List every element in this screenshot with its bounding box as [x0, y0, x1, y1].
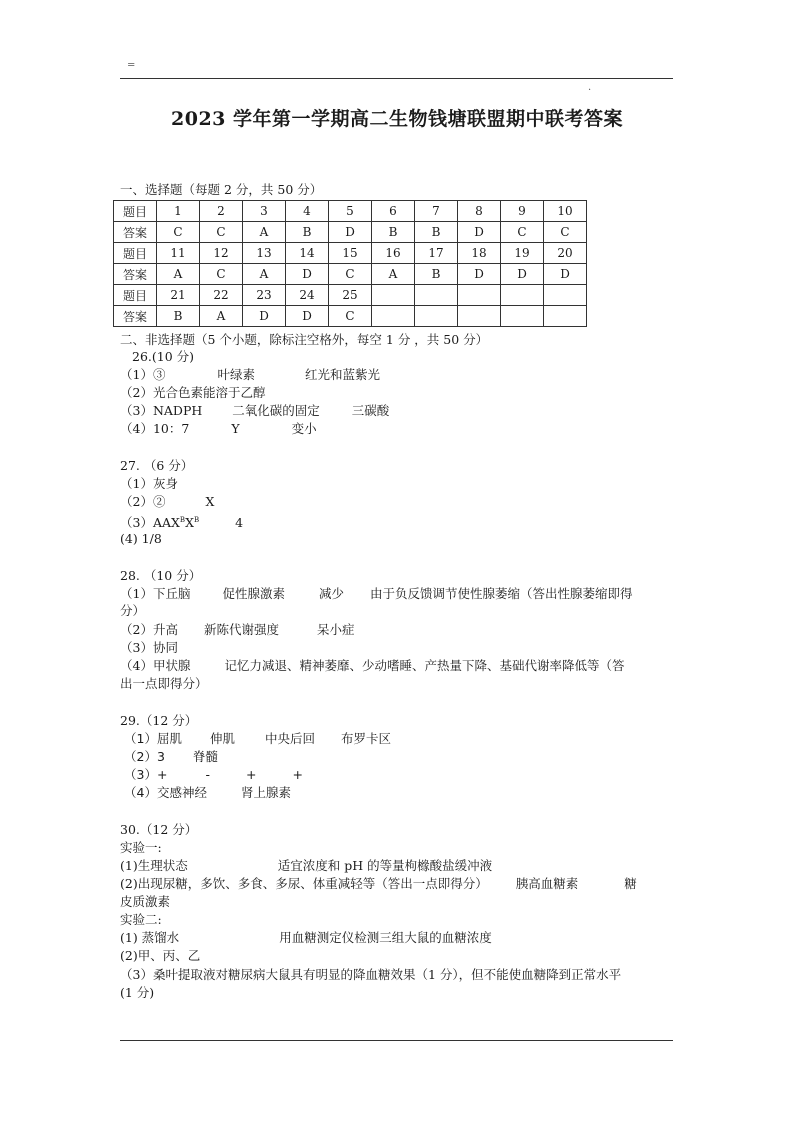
- q30-exp1: 实验一:: [120, 840, 162, 855]
- q26-line4: [120, 421, 317, 437]
- table-row: [114, 264, 587, 285]
- table-cell: D: [544, 264, 587, 285]
- section1-heading: 一、选择题（每题 2 分，共 50 分）: [120, 182, 323, 197]
- table-cell: 13: [243, 243, 286, 264]
- table-cell: 18: [458, 243, 501, 264]
- table-cell: [501, 306, 544, 327]
- table-cell: 7: [415, 201, 458, 222]
- table-cell: D: [458, 264, 501, 285]
- table-cell: B: [372, 222, 415, 243]
- table-cell: D: [458, 222, 501, 243]
- table-row: [114, 222, 587, 243]
- table-cell: 24: [286, 285, 329, 306]
- header-mark-left: =: [127, 60, 136, 71]
- table-row-label: 题目: [114, 201, 157, 222]
- table-cell: [501, 285, 544, 306]
- q26-3-b: 二氧化碳的固定: [232, 403, 320, 418]
- table-cell: 5: [329, 201, 372, 222]
- q26-3-c: 三碳酸: [351, 403, 390, 418]
- q27-3-sup1: B: [179, 516, 186, 524]
- q27-head: 27. （6 分）: [120, 458, 194, 473]
- q26-line3: [120, 403, 389, 419]
- q28-1-a: （1）下丘脑: [120, 586, 191, 601]
- q29-2-a: （2）3: [124, 749, 165, 764]
- table-cell: C: [544, 222, 587, 243]
- q30-line2b: 皮质激素: [120, 894, 171, 909]
- q28-line1b: 分）: [120, 603, 146, 618]
- q27-2-b: X: [205, 494, 215, 509]
- table-cell: [544, 285, 587, 306]
- q28-4-a: （4）甲状腺: [120, 658, 191, 673]
- q30-line5: （3）桑叶提取液对糖尿病大鼠具有明显的降血糖效果（1 分），但不能使血糖降到正常水平: [120, 967, 622, 982]
- q28-line4b: 出一点即得分）: [120, 676, 208, 691]
- table-cell: 20: [544, 243, 587, 264]
- section2-heading: 二、非选择题（5 个小题，除标注空格外，每空 1 分 ，共 50 分）: [120, 332, 489, 347]
- q29-2-b: 脊髓: [192, 749, 218, 764]
- q28-1-c: 减少: [318, 586, 344, 601]
- q30-1-a: (1)生理状态: [120, 858, 188, 873]
- table-cell: [415, 285, 458, 306]
- table-cell: A: [243, 264, 286, 285]
- table-cell: 3: [243, 201, 286, 222]
- table-row-label: 题目: [114, 243, 157, 264]
- q29-1-a: （1）屈肌: [124, 731, 182, 746]
- table-row: [114, 306, 587, 327]
- q26-1-b: 叶绿素: [217, 367, 255, 382]
- q28-line1: [120, 586, 633, 602]
- table-cell: 11: [157, 243, 200, 264]
- q29-line2: [124, 749, 218, 765]
- q26-1-a: （1）③: [120, 367, 166, 382]
- table-cell: B: [415, 222, 458, 243]
- table-row-label: 答案: [114, 264, 157, 285]
- table-cell: D: [286, 264, 329, 285]
- table-cell: B: [286, 222, 329, 243]
- q29-line3: [124, 767, 303, 783]
- q28-2-a: （2）升高: [120, 622, 178, 637]
- table-cell: 6: [372, 201, 415, 222]
- answer-table: [113, 200, 587, 327]
- q30-line5b: (1 分): [120, 985, 155, 1000]
- table-cell: [458, 306, 501, 327]
- table-cell: B: [415, 264, 458, 285]
- table-cell: [544, 306, 587, 327]
- table-row-label: 答案: [114, 222, 157, 243]
- table-cell: 15: [329, 243, 372, 264]
- table-cell: D: [286, 306, 329, 327]
- table-cell: C: [329, 264, 372, 285]
- table-cell: C: [329, 306, 372, 327]
- table-cell: A: [157, 264, 200, 285]
- q26-4-a: （4）10：7: [120, 421, 190, 436]
- q30-line3: [120, 930, 492, 946]
- q30-line2: [120, 876, 637, 892]
- table-cell: D: [501, 264, 544, 285]
- q28-line2: [120, 622, 354, 638]
- q29-3-b: -: [205, 767, 210, 782]
- table-cell: 10: [544, 201, 587, 222]
- q28-head: 28. （10 分）: [120, 568, 202, 583]
- q30-2-b: 胰高血糖素: [515, 876, 579, 891]
- q27-line4: (4) 1/8: [120, 531, 162, 546]
- q30-2-c: 糖: [624, 876, 637, 891]
- q29-1-b: 伸肌: [209, 731, 235, 746]
- q29-3-d: +: [292, 767, 303, 782]
- q27-2-a: （2）②: [120, 494, 166, 509]
- q29-1-d: 布罗卡区: [340, 731, 391, 746]
- table-row-label: 答案: [114, 306, 157, 327]
- table-cell: D: [329, 222, 372, 243]
- q30-line1: [120, 858, 492, 874]
- footer-rule: [120, 1040, 673, 1041]
- table-cell: [372, 306, 415, 327]
- q29-line4: [124, 785, 291, 801]
- table-cell: A: [243, 222, 286, 243]
- q30-line4: (2)甲、丙、乙: [120, 948, 201, 963]
- table-cell: D: [243, 306, 286, 327]
- q29-head: 29.（12 分）: [120, 713, 198, 728]
- table-cell: 9: [501, 201, 544, 222]
- q28-2-b: 新陈代谢强度: [203, 622, 279, 637]
- table-cell: C: [200, 264, 243, 285]
- q29-3-c: +: [245, 767, 257, 782]
- q28-2-c: 呆小症: [316, 622, 355, 637]
- q28-line3: （3）协同: [120, 640, 178, 655]
- table-cell: 14: [286, 243, 329, 264]
- q28-4-b: 记忆力减退、精神萎靡、少动嗜睡、产热量下降、基础代谢率降低等（答: [224, 658, 625, 673]
- table-cell: A: [200, 306, 243, 327]
- header-rule: [120, 78, 673, 79]
- q30-head: 30.（12 分）: [120, 822, 198, 837]
- q29-3-a: （3）+: [124, 767, 168, 782]
- q28-1-d: 由于负反馈调节使性腺萎缩（答出性腺萎缩即得: [369, 586, 633, 601]
- q27-3-x: X: [185, 515, 194, 531]
- table-cell: [372, 285, 415, 306]
- q26-line2: （2）光合色素能溶于乙醇: [120, 385, 266, 400]
- q29-4-b: 肾上腺素: [240, 785, 291, 800]
- q26-3-a: （3）NADPH: [120, 403, 203, 418]
- q27-3-a: （3）AAX: [120, 515, 180, 531]
- table-cell: 12: [200, 243, 243, 264]
- table-cell: 8: [458, 201, 501, 222]
- q30-1-b: 适宜浓度和 pH 的等量枸橼酸盐缓冲液: [277, 858, 493, 873]
- table-cell: 25: [329, 285, 372, 306]
- table-cell: 17: [415, 243, 458, 264]
- q27-line2: [120, 494, 214, 510]
- table-cell: C: [157, 222, 200, 243]
- q26-1-c: 红光和蓝紫光: [304, 367, 380, 382]
- table-cell: 1: [157, 201, 200, 222]
- q27-line3: [120, 512, 243, 531]
- table-cell: 22: [200, 285, 243, 306]
- table-cell: 4: [286, 201, 329, 222]
- table-cell: 23: [243, 285, 286, 306]
- q28-line4: [120, 658, 624, 674]
- q27-3-sup2: B: [193, 516, 200, 524]
- table-cell: 21: [157, 285, 200, 306]
- q27-3-b: 4: [235, 515, 244, 531]
- table-row: [114, 201, 587, 222]
- table-row-label: 题目: [114, 285, 157, 306]
- table-row: [114, 285, 587, 306]
- table-cell: B: [157, 306, 200, 327]
- table-cell: C: [501, 222, 544, 243]
- page-title: 2023 学年第一学期高二生物钱塘联盟期中联考答案: [171, 108, 623, 130]
- header-mark-right: .: [588, 82, 592, 93]
- q26-head: 26.(10 分): [132, 349, 195, 364]
- q26-4-c: 变小: [291, 421, 317, 436]
- q26-4-b: Y: [231, 421, 240, 436]
- q29-1-c: 中央后回: [264, 731, 315, 746]
- q30-3-b: 用血糖测定仪检测三组大鼠的血糖浓度: [279, 930, 492, 945]
- q30-3-a: (1) 蒸馏水: [120, 930, 180, 945]
- table-row: [114, 243, 587, 264]
- table-cell: 2: [200, 201, 243, 222]
- table-cell: A: [372, 264, 415, 285]
- q30-2-a: (2)出现尿糖，多饮、多食、多尿、体重减轻等（答出一点即得分）: [120, 876, 488, 891]
- table-cell: [458, 285, 501, 306]
- q27-line1: （1）灰身: [120, 476, 178, 491]
- table-cell: C: [200, 222, 243, 243]
- table-cell: 19: [501, 243, 544, 264]
- q30-exp2: 实验二:: [120, 912, 162, 927]
- q26-line1: [120, 367, 380, 383]
- q28-1-b: 促性腺激素: [222, 586, 285, 601]
- table-cell: [415, 306, 458, 327]
- table-cell: 16: [372, 243, 415, 264]
- q29-line1: [124, 731, 391, 747]
- q29-4-a: （4）交感神经: [124, 785, 207, 800]
